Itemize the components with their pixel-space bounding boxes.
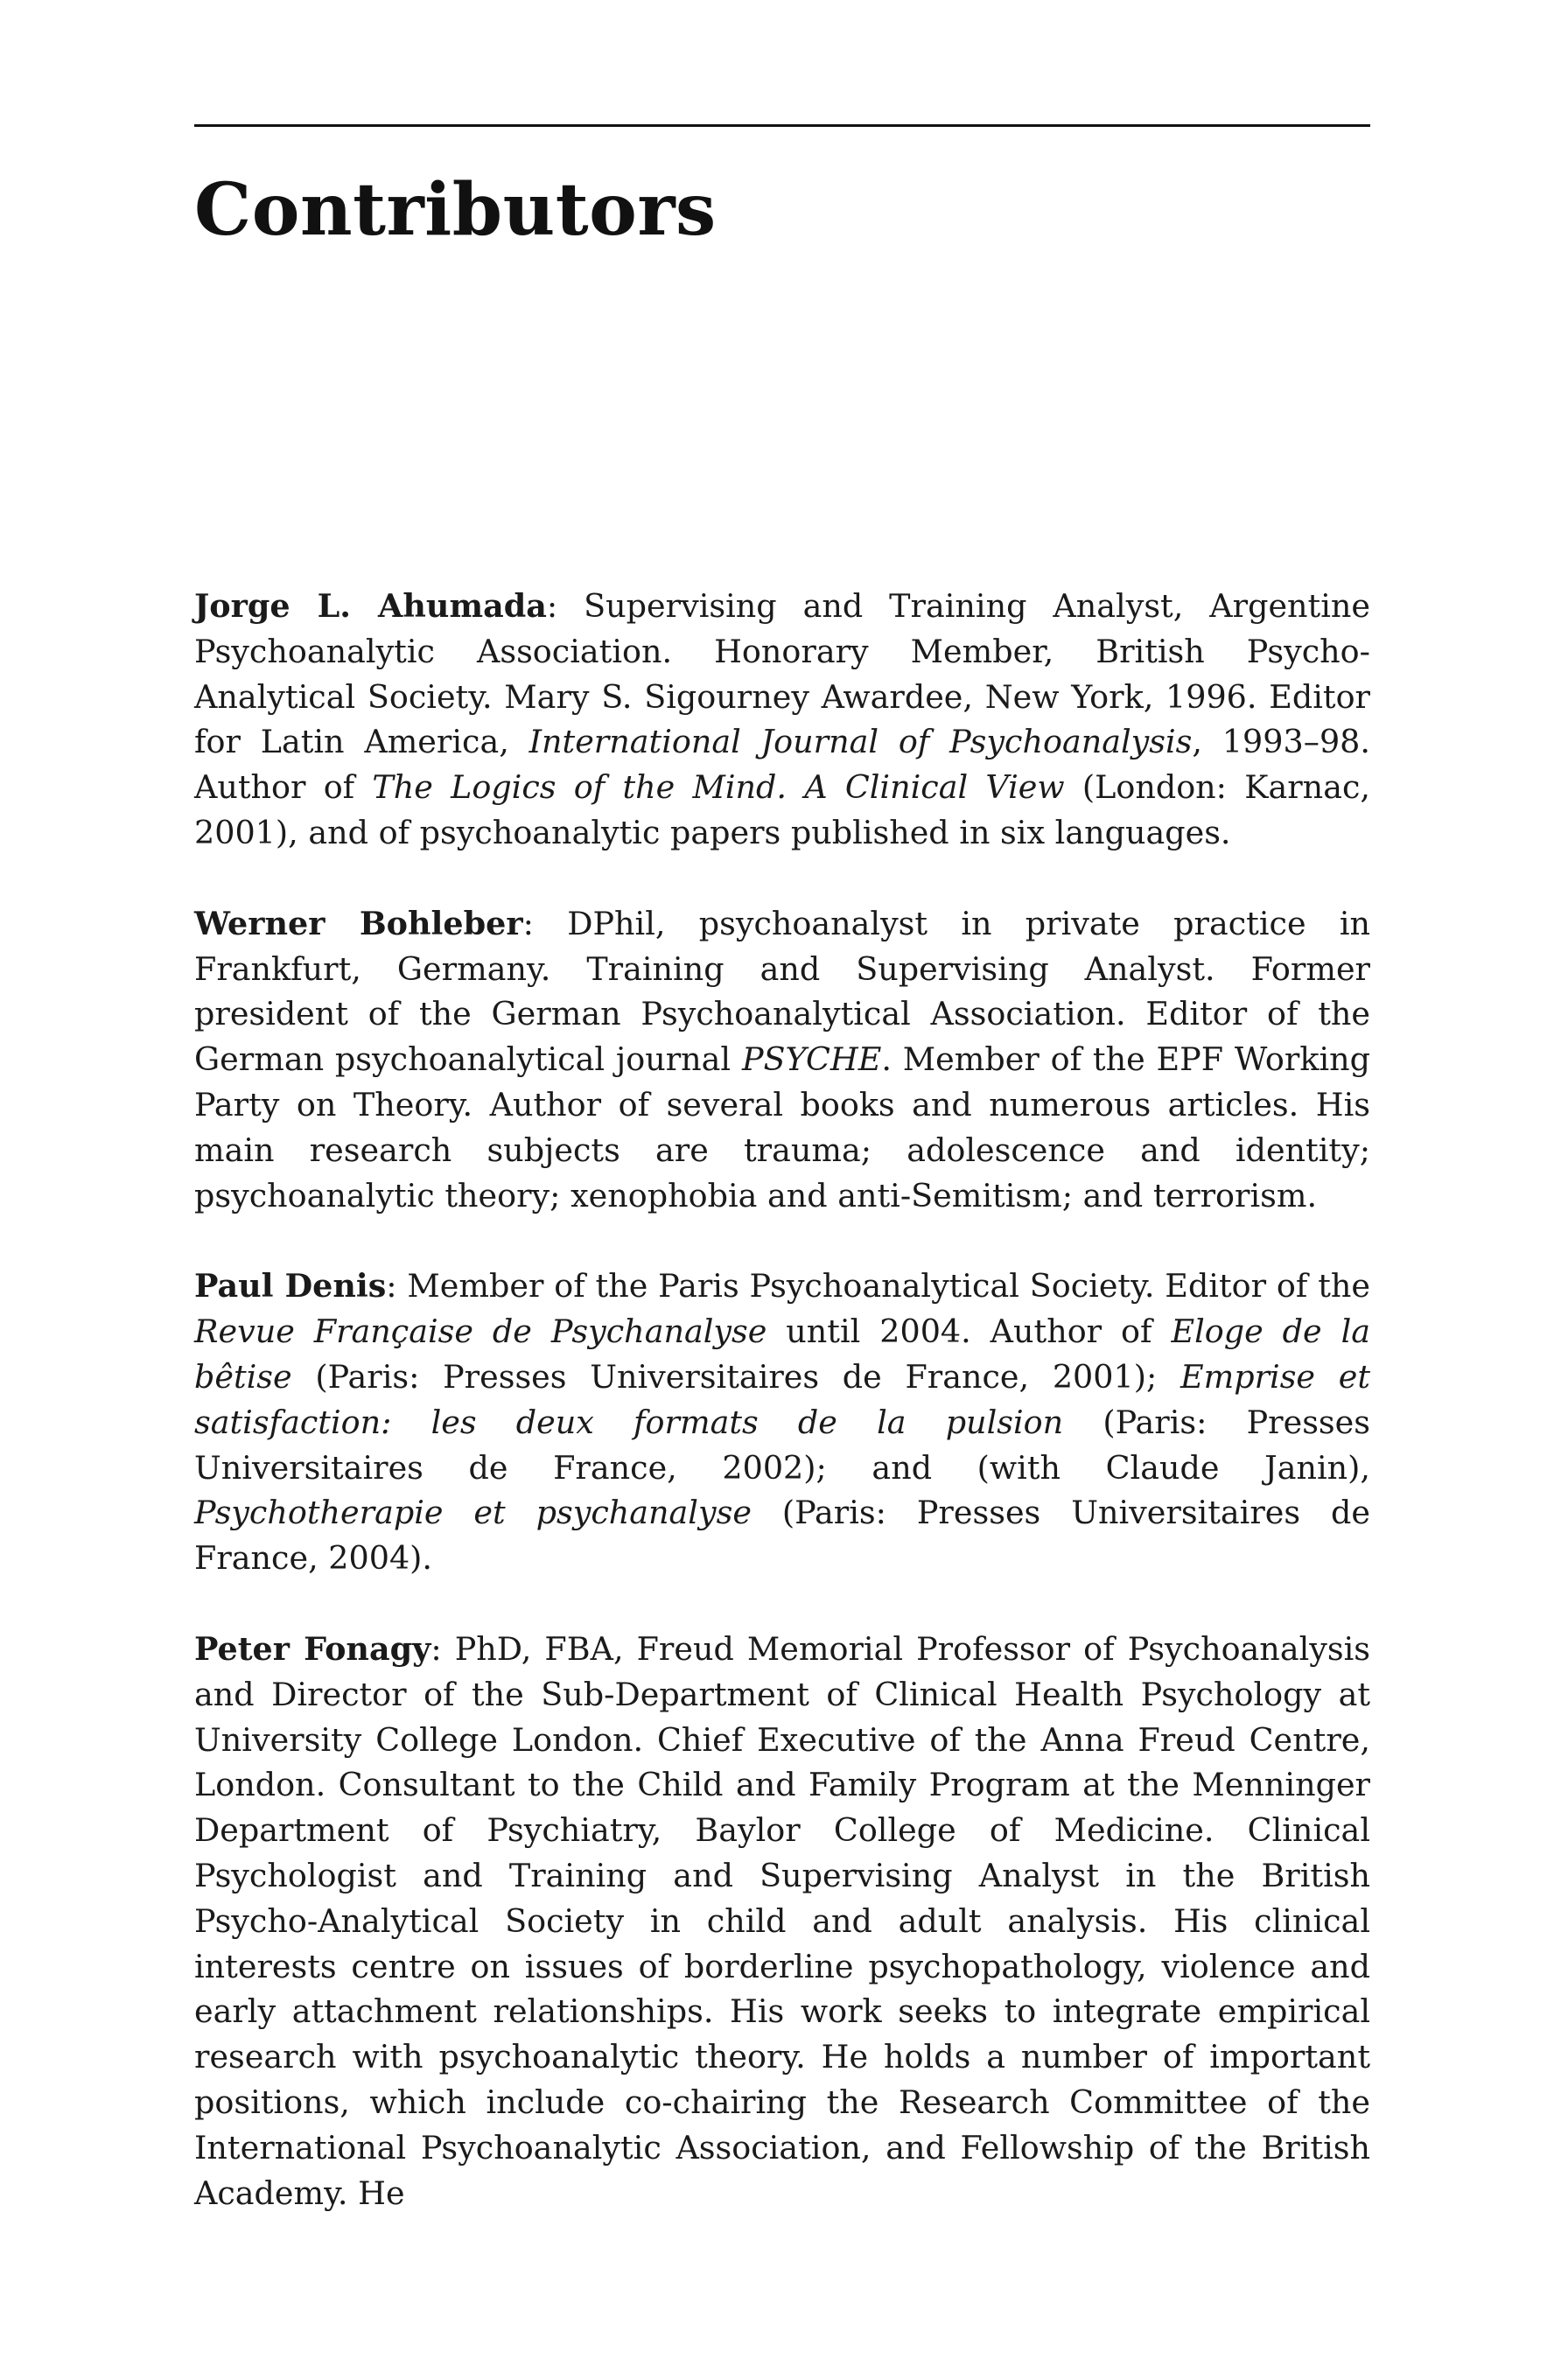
contributor-name: Paul Denis	[194, 1267, 387, 1306]
contributor-name: Jorge L. Ahumada	[194, 587, 547, 625]
contributor-entry: Werner Bohleber: DPhil, psychoanalyst in private practice in Frankfurt, Germany. Training and Supervising Analyst. Former president of the German Psychoanalytical Association. Editor of the German psychoanalytical journal PSYCHE. Member of the EPF Working Party on Theory. Author of several books and numerous articles. His main research subjects are trauma; adolescence and identity; psychoanalytic theory; xenophobia and anti-Semitism; and terrorism.	[194, 904, 1371, 1214]
bio-text: until 2004. Author of	[766, 1312, 1172, 1351]
page-title: Contributors	[194, 168, 717, 252]
bio-title: Emprise et satisfaction: les deux formats de la pulsion	[194, 1357, 1370, 1441]
bio-title: The Logics of the Mind. A Clinical View	[372, 768, 1065, 807]
bio-text: (Paris: Presses Universitaires de France, 2002); and (with Claude Janin),	[194, 1403, 1370, 1487]
bio-text: (Paris: Presses Universitaires de France, 2001);	[291, 1357, 1180, 1396]
bio-text: (London: Karnac, 2001), and of psychoanalytic papers published in six languages.	[194, 768, 1370, 851]
bio-text: Supervising and Training Analyst, Argentine Psychoanalytic Association. Honorary Member, British Psycho-Analytical Society. Mary S. Sigourney Awardee, New York, 1996. Editor for Latin America,	[194, 587, 1370, 761]
bio-text: Member of the Paris Psychoanalytical Society. Editor of the	[407, 1267, 1370, 1306]
bio-text: DPhil, psychoanalyst in private practice in Frankfurt, Germany. Training and Supervising Analyst. Former president of the German Psychoanalytical Association. Editor of the German psychoanalytical journal	[194, 904, 1371, 1079]
contributor-name: Peter Fonagy	[194, 1629, 431, 1668]
bio-title: Eloge de la bêtise	[194, 1312, 1371, 1396]
contributor-entry: Peter Fonagy: PhD, FBA, Freud Memorial Professor of Psychoanalysis and Director of the Sub-Department of Clinical Health Psychology at University College London. Chief Executive of the Anna Freud Centre, London. Consultant to the Child and Family Program at the Menninger Department of Psychiatry, Baylor College of Medicine. Clinical Psychologist and Training and Supervising Analyst in the British Psycho-Analytical Society in child and adult analysis. His clinical interests centre on issues of borderline psychopathology, violence and early attachment relationships. His work seeks to integrate empirical research with psychoanalytic theory. He holds a number of important positions, which include co-chairing the Research Committee of the International Psychoanalytic Association, and Fellowship of the British Academy. He	[194, 1629, 1371, 2212]
bio-text: PhD, FBA, Freud Memorial Professor of Psychoanalysis and Director of the Sub-Department of Clinical Health Psychology at University College London. Chief Executive of the Anna Freud Centre, London. Consultant to the Child and Family Program at the Menninger Department of Psychiatry, Baylor College of Medicine. Clinical Psychologist and Training and Supervising Analyst in the British Psycho-Analytical Society in child and adult analysis. His clinical interests centre on issues of borderline psychopathology, violence and early attachment relationships. His work seeks to integrate empirical research with psychoanalytic theory. He holds a number of important positions, which include co-chairing the Research Committee of the International Psychoanalytic Association, and Fellowship of the British Academy. He	[194, 1629, 1371, 2212]
contributor-entry: Jorge L. Ahumada: Supervising and Training Analyst, Argentine Psychoanalytic Association. Honorary Member, British Psycho-Analytical Society. Mary S. Sigourney Awardee, New York, 1996. Editor for Latin America, International Journal of Psychoanalysis, 1993–98. Author of The Logics of the Mind. A Clinical View (London: Karnac, 2001), and of psychoanalytic papers published in six languages.	[194, 587, 1370, 851]
bio-text: . Member of the EPF Working Party on Theory. Author of several books and numerous articles. His main research subjects are trauma; adolescence and identity; psychoanalytic theory; xenophobia and anti-Semitism; and terrorism.	[194, 1040, 1370, 1214]
contributor-name: Werner Bohleber	[194, 904, 523, 942]
contributor-list	[194, 584, 1370, 2261]
bio-title: PSYCHE	[741, 1040, 882, 1079]
page	[194, 124, 1371, 2212]
bio-title: International Journal of Psychoanalysis	[528, 723, 1193, 761]
bio-title: Psychotherapie et psychanalyse	[194, 1494, 752, 1532]
bio-title: Revue Française de Psychanalyse	[194, 1312, 767, 1351]
top-rule	[194, 124, 1370, 127]
contributor-entry: Paul Denis: Member of the Paris Psychoanalytical Society. Editor of the Revue Française de Psychanalyse until 2004. Author of Eloge de la bêtise (Paris: Presses Universitaires de France, 2001); Emprise et satisfaction: les deux formats de la pulsion (Paris: Presses Universitaires de France, 2002); and (with Claude Janin), Psychotherapie et psychanalyse (Paris: Presses Universitaires de France, 2004).	[194, 1267, 1371, 1578]
bio-text: (Paris: Presses Universitaires de France, 2004).	[194, 1494, 1370, 1578]
bio-text: , 1993–98. Author of	[194, 723, 1370, 807]
